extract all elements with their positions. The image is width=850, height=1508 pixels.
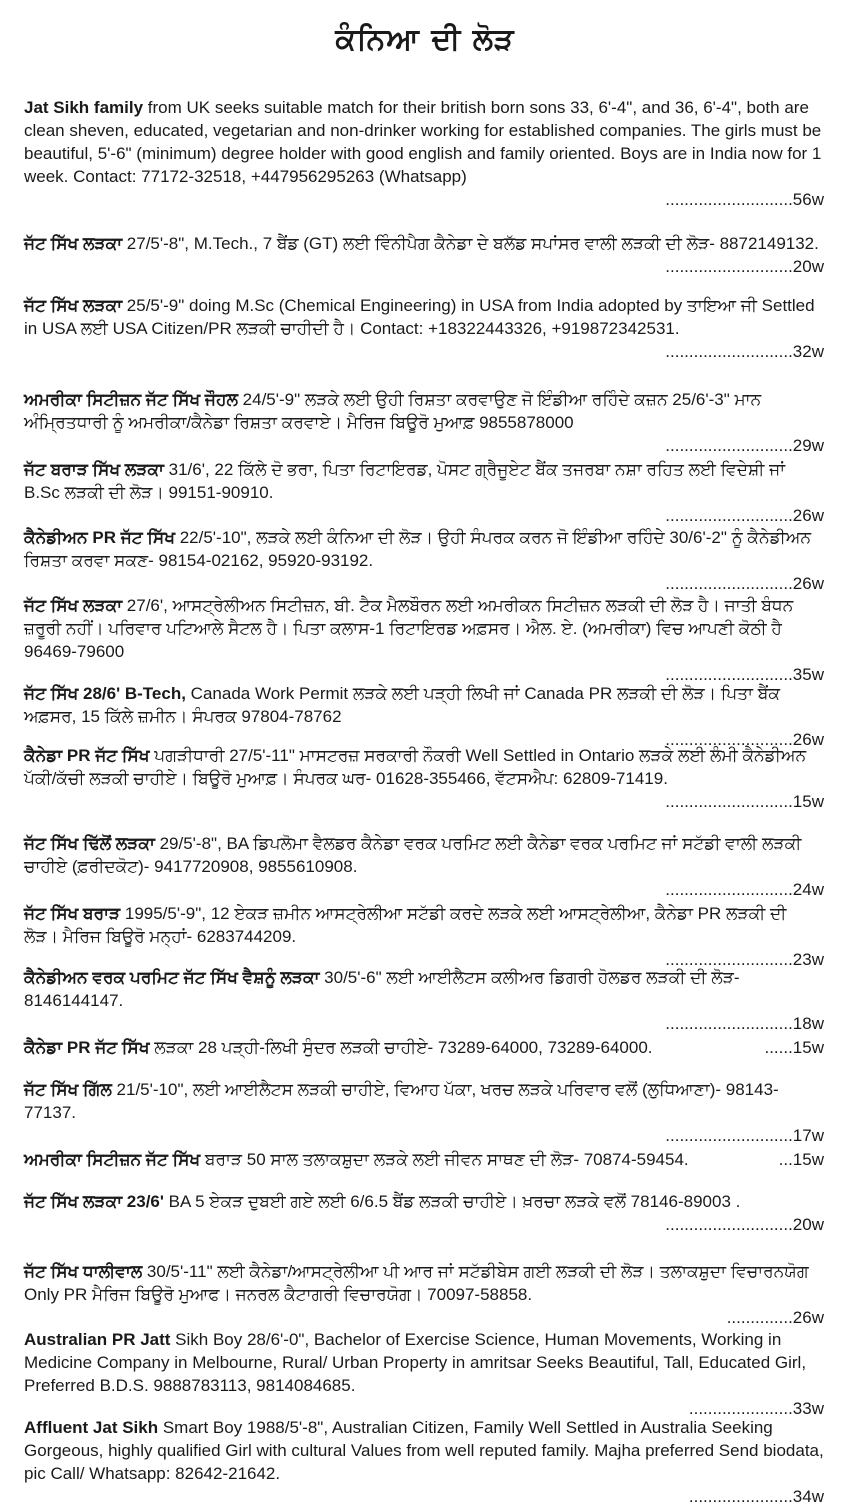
- ad-lead: ਜੱਟ ਸਿੱਖ ਲੜਕਾ: [24, 234, 123, 253]
- ad-tag: ...........................26w: [665, 506, 824, 525]
- ad-text: Sikh Boy 28/6'-0", Bachelor of Exercise Science, Human Movements, Working in Medicine Company in Melbourne, Rural/ Urban Property in amritsar Seeks Beautiful, Tall, Educated Girl, Preferred B.D.S. 9888783113, 9814084685.: [24, 1330, 807, 1395]
- ad-tag: ...........................18w: [665, 1014, 824, 1033]
- ad-entry: [24, 594, 824, 686]
- ad-lead: ਜੱਟ ਸਿੱਖ ਲੜਕਾ: [24, 596, 123, 615]
- ad-text: 27/5'-8", M.Tech., 7 ਬੈਂਡ (GT) ਲਈ ਵਿੰਨੀਪੈਗ ਕੈਨੇਡਾ ਦੇ ਬਲੱਡ ਸਪਾਂਸਰ ਵਾਲੀ ਲੜਕੀ ਦੀ ਲੋੜ- 8872149132.: [122, 234, 819, 253]
- ad-tag: ...........................35w: [665, 665, 824, 684]
- ad-tag: ..............26w: [726, 1308, 824, 1327]
- ad-text: 27/6', ਆਸਟ੍ਰੇਲੀਅਨ ਸਿਟੀਜ਼ਨ, ਬੀ. ਟੈਕ ਮੈਲਬੌਰਨ ਲਈ ਅਮਰੀਕਨ ਸਿਟੀਜ਼ਨ ਲੜਕੀ ਦੀ ਲੋੜ ਹੈ। ਜਾਤੀ ਬੰਧਨ ਜ਼ਰੂਰੀ ਨਹੀਂ। ਪਰਿਵਾਰ ਪਟਿਆਲੇ ਸੈਟਲ ਹੈ। ਪਿਤਾ ਕਲਾਸ-1 ਰਿਟਾਇਰਡ ਅਫ਼ਸਰ। ਐਲ. ਏ. (ਅਮਰੀਕਾ) ਵਿਚ ਆਪਣੀ ਕੋਠੀ ਹੈ 96469-79600: [24, 596, 794, 661]
- ad-lead: ਅਮਰੀਕਾ ਸਿਟੀਜ਼ਨ ਜੱਟ ਸਿੱਖ ਜੌਹਲ: [24, 390, 238, 409]
- ad-text: BA 5 ਏਕੜ ਦੁਬਈ ਗਏ ਲਈ 6/6.5 ਬੈਂਡ ਲੜਕੀ ਚਾਹੀਏ। ਖ਼ਰਚਾ ਲੜਕੇ ਵਲੋਂ 78146-89003 .: [163, 1192, 741, 1211]
- ad-text: 30/5'-6" ਲਈ ਆਈਲੈਟਸ ਕਲੀਅਰ ਡਿਗਰੀ ਹੋਲਡਰ ਲੜਕੀ ਦੀ ਲੋੜ- 8146144147.: [24, 968, 740, 1010]
- ad-text: 22/5'-10", ਲੜਕੇ ਲਈ ਕੰਨਿਆ ਦੀ ਲੋੜ। ਉਹੀ ਸੰਪਰਕ ਕਰਨ ਜੋ ਇੰਡੀਆ ਰਹਿੰਦੇ 30/6'-2" ਨੂੰ ਕੈਨੇਡੀਅਨ ਰਿਸ਼ਤਾ ਕਰਵਾ ਸਕਣ- 98154-02162, 95920-93192.: [24, 528, 812, 570]
- ad-entry: [24, 96, 824, 211]
- ad-lead: ਅਮਰੀਕਾ ਸਿਟੀਜ਼ਨ ਜੱਟ ਸਿੱਖ: [24, 1150, 201, 1169]
- ad-text: ਪਗੜੀਧਾਰੀ 27/5'-11" ਮਾਸਟਰਜ਼ ਸਰਕਾਰੀ ਨੌਕਰੀ Well Settled in Ontario ਲੜਕੇ ਲਈ ਲੰਮੀ ਕੈਨੇਡੀਅਨ ਪੱਕੀ/ਕੱਚੀ ਲੜਕੀ ਚਾਹੀਏ। ਬਿਊਰੋ ਮੁਆਫ਼। ਸੰਪਰਕ ਘਰ- 01628-355466, ਵੱਟਸਐਪ: 62809-71419.: [24, 746, 807, 788]
- ad-entry: [24, 526, 824, 595]
- ad-entry: [24, 294, 824, 363]
- ad-lead: Australian PR Jatt: [24, 1330, 171, 1349]
- ad-tag: ...........................32w: [665, 342, 824, 361]
- ad-lead: ਕੈਨੇਡੀਅਨ PR ਜੱਟ ਸਿੱਖ: [24, 528, 175, 547]
- ad-lead: ਕੈਨੇਡੀਅਨ ਵਰਕ ਪਰਮਿਟ ਜੱਟ ਸਿੱਖ ਵੈਸ਼ਨੂੰ ਲੜਕਾ: [24, 968, 320, 987]
- ad-lead: ਜੱਟ ਸਿੱਖ ਲੜਕਾ 23/6': [24, 1192, 164, 1211]
- ad-entry: [24, 1148, 824, 1171]
- ad-entry: [24, 902, 824, 971]
- ad-text: Smart Boy 1988/5'-8", Australian Citizen, Family Well Settled in Australia Seeking Gorgeous, highly qualified Girl with cultural Values from well reputed family. Majha preferred Send biodata, pic Call/ Whatsapp: 82642-21642.: [24, 1418, 824, 1483]
- ad-tag: ......................34w: [688, 1487, 824, 1506]
- ad-lead: ਕੈਨੇਡਾ PR ਜੱਟ ਸਿੱਖ: [24, 1038, 150, 1057]
- ad-entry: [24, 832, 824, 901]
- ad-text: ਬਰਾੜ 50 ਸਾਲ ਤਲਾਕਸ਼ੁਦਾ ਲੜਕੇ ਲਈ ਜੀਵਨ ਸਾਥਣ ਦੀ ਲੋੜ- 70874-59454.: [200, 1150, 689, 1169]
- ad-tag: ...........................15w: [665, 792, 824, 811]
- ad-entry: [24, 388, 824, 457]
- ad-tag: ...........................20w: [665, 1215, 824, 1234]
- ad-text: 21/5'-10", ਲਈ ਆਈਲੈਟਸ ਲੜਕੀ ਚਾਹੀਏ, ਵਿਆਹ ਪੱਕਾ, ਖਰਚ ਲੜਕੇ ਪਰਿਵਾਰ ਵਲੋਂ (ਲੁਧਿਆਣਾ)- 98143-77137.: [24, 1080, 779, 1122]
- ad-text: 1995/5'-9", 12 ਏਕੜ ਜ਼ਮੀਨ ਆਸਟ੍ਰੇਲੀਆ ਸਟੱਡੀ ਕਰਦੇ ਲੜਕੇ ਲਈ ਆਸਟ੍ਰੇਲੀਆ, ਕੈਨੇਡਾ PR ਲੜਕੀ ਦੀ ਲੋੜ। ਮੈਰਿਜ ਬਿਊਰੋ ਮਨ੍ਹਾਂ- 6283744209.: [24, 904, 787, 946]
- ad-entry: [24, 1190, 824, 1236]
- ad-tag: ...........................24w: [665, 880, 824, 899]
- ad-entry: [24, 744, 824, 813]
- page-title: ਕੰਨਿਆ ਦੀ ਲੋੜ: [335, 22, 515, 57]
- ad-text: ਲੜਕਾ 28 ਪੜ੍ਹੀ-ਲਿਖੀ ਸੁੰਦਰ ਲੜਕੀ ਚਾਹੀਏ- 73289-64000, 73289-64000.: [149, 1038, 653, 1057]
- ad-text: 24/5'-9" ਲੜਕੇ ਲਈ ਉਹੀ ਰਿਸ਼ਤਾ ਕਰਵਾਉਣ ਜੋ ਇੰਡੀਆ ਰਹਿੰਦੇ ਕਜ਼ਨ 25/6'-3" ਮਾਨ ਅੰਮ੍ਰਿਤਧਾਰੀ ਨੂੰ ਅਮਰੀਕਾ/ਕੈਨੇਡਾ ਰਿਸ਼ਤਾ ਕਰਵਾਏ। ਮੈਰਿਜ ਬਿਊਰੋ ਮੁਆਫ਼ 9855878000: [24, 390, 762, 432]
- ad-tag: ...........................23w: [665, 950, 824, 969]
- ad-lead: ਜੱਟ ਸਿੱਖ ਬਰਾੜ: [24, 904, 121, 923]
- ad-tag: ...........................17w: [665, 1126, 824, 1145]
- ad-tag: ...........................56w: [665, 190, 824, 209]
- ad-entry: [24, 232, 824, 278]
- ad-entry: [24, 682, 824, 751]
- ad-text: 31/6', 22 ਕਿੱਲੇ ਦੋ ਭਰਾ, ਪਿਤਾ ਰਿਟਾਇਰਡ, ਪੋਸਟ ਗ੍ਰੈਜੂਏਟ ਬੈਂਕ ਤਜਰਬਾ ਨਸ਼ਾ ਰਹਿਤ ਲਈ ਵਿਦੇਸ਼ੀ ਜਾਂ B.Sc ਲੜਕੀ ਦੀ ਲੋੜ। 99151-90910.: [24, 460, 786, 502]
- ad-text: 30/5'-11" ਲਈ ਕੈਨੇਡਾ/ਆਸਟ੍ਰੇਲੀਆ ਪੀ ਆਰ ਜਾਂ ਸਟੱਡੀਬੇਸ ਗਈ ਲੜਕੀ ਦੀ ਲੋੜ। ਤਲਾਕਸ਼ੁਦਾ ਵਿਚਾਰਨਯੋਗ Only PR ਮੈਰਿਜ ਬਿਊਰੋ ਮੁਆਫ। ਜਨਰਲ ਕੈਟਾਗਰੀ ਵਿਚਾਰਯੋਗ। 70097-58858.: [24, 1262, 809, 1304]
- ad-tag: ......................33w: [688, 1399, 824, 1418]
- ad-tag: ...........................20w: [665, 257, 824, 276]
- ad-tag: ...........................29w: [665, 436, 824, 455]
- ad-lead: ਜੱਟ ਬਰਾੜ ਸਿੱਖ ਲੜਕਾ: [24, 460, 164, 479]
- ad-entry: [24, 1036, 824, 1059]
- ad-lead: ਕੈਨੇਡਾ PR ਜੱਟ ਸਿੱਖ: [24, 746, 150, 765]
- ad-tag: ...........................26w: [665, 730, 824, 749]
- ad-entry: [24, 1260, 824, 1329]
- ad-lead: ਜੱਟ ਸਿੱਖ ਗਿੱਲ: [24, 1080, 112, 1099]
- ad-text: 25/5'-9" doing M.Sc (Chemical Engineering) in USA from India adopted by ਤਾਇਆ ਜੀ Settled in USA ਲਈ USA Citizen/PR ਲੜਕੀ ਚਾਹੀਦੀ ਹੈ। Contact: +18322443326, +919872342531.: [24, 296, 815, 338]
- ad-lead: ਜੱਟ ਸਿੱਖ ਲੜਕਾ: [24, 296, 123, 315]
- ad-text: 29/5'-8", BA ਡਿਪਲੋਮਾ ਵੈਲਡਰ ਕੈਨੇਡਾ ਵਰਕ ਪਰਮਿਟ ਲਈ ਕੈਨੇਡਾ ਵਰਕ ਪਰਮਿਟ ਜਾਂ ਸਟੱਡੀ ਵਾਲੀ ਲੜਕੀ ਚਾਹੀਏ (ਫ਼ਰੀਦਕੋਟ)- 9417720908, 9855610908.: [24, 834, 802, 876]
- ad-tag: ...15w: [778, 1150, 824, 1169]
- ad-text: from UK seeks suitable match for their british born sons 33, 6'-4", and 36, 6'-4", both are clean sheven, educated, vegetarian and non-drinker working for established companies. The girls must be beautiful, 5'-6" (minimum) degree holder with good english and family oriented. Boys are in India now for 1 week. Contact: 77172-32518, +447956295263 (Whatsapp): [24, 98, 822, 186]
- ad-lead: ਜੱਟ ਸਿੱਖ 28/6' B-Tech,: [24, 684, 186, 703]
- ad-lead: Affluent Jat Sikh: [24, 1418, 159, 1437]
- ad-tag: ...........................26w: [665, 574, 824, 593]
- ad-tag: ......15w: [764, 1038, 824, 1057]
- ad-entry: [24, 1078, 824, 1147]
- ad-lead: ਜੱਟ ਸਿੱਖ ਧਾਲੀਵਾਲ: [24, 1262, 143, 1281]
- ad-entry: [24, 966, 824, 1035]
- ad-lead: ਜੱਟ ਸਿੱਖ ਢਿੱਲੋਂ ਲੜਕਾ: [24, 834, 155, 853]
- ad-lead: Jat Sikh family: [24, 98, 144, 117]
- ad-text: Canada Work Permit ਲੜਕੇ ਲਈ ਪੜ੍ਹੀ ਲਿਖੀ ਜਾਂ Canada PR ਲੜਕੀ ਦੀ ਲੋੜ। ਪਿਤਾ ਬੈਂਕ ਅਫ਼ਸਰ, 15 ਕਿੱਲੇ ਜ਼ਮੀਨ। ਸੰਪਰਕ 97804-78762: [24, 684, 780, 726]
- ad-entry: [24, 458, 824, 527]
- ad-entry: [24, 1416, 824, 1508]
- ad-entry: [24, 1328, 824, 1420]
